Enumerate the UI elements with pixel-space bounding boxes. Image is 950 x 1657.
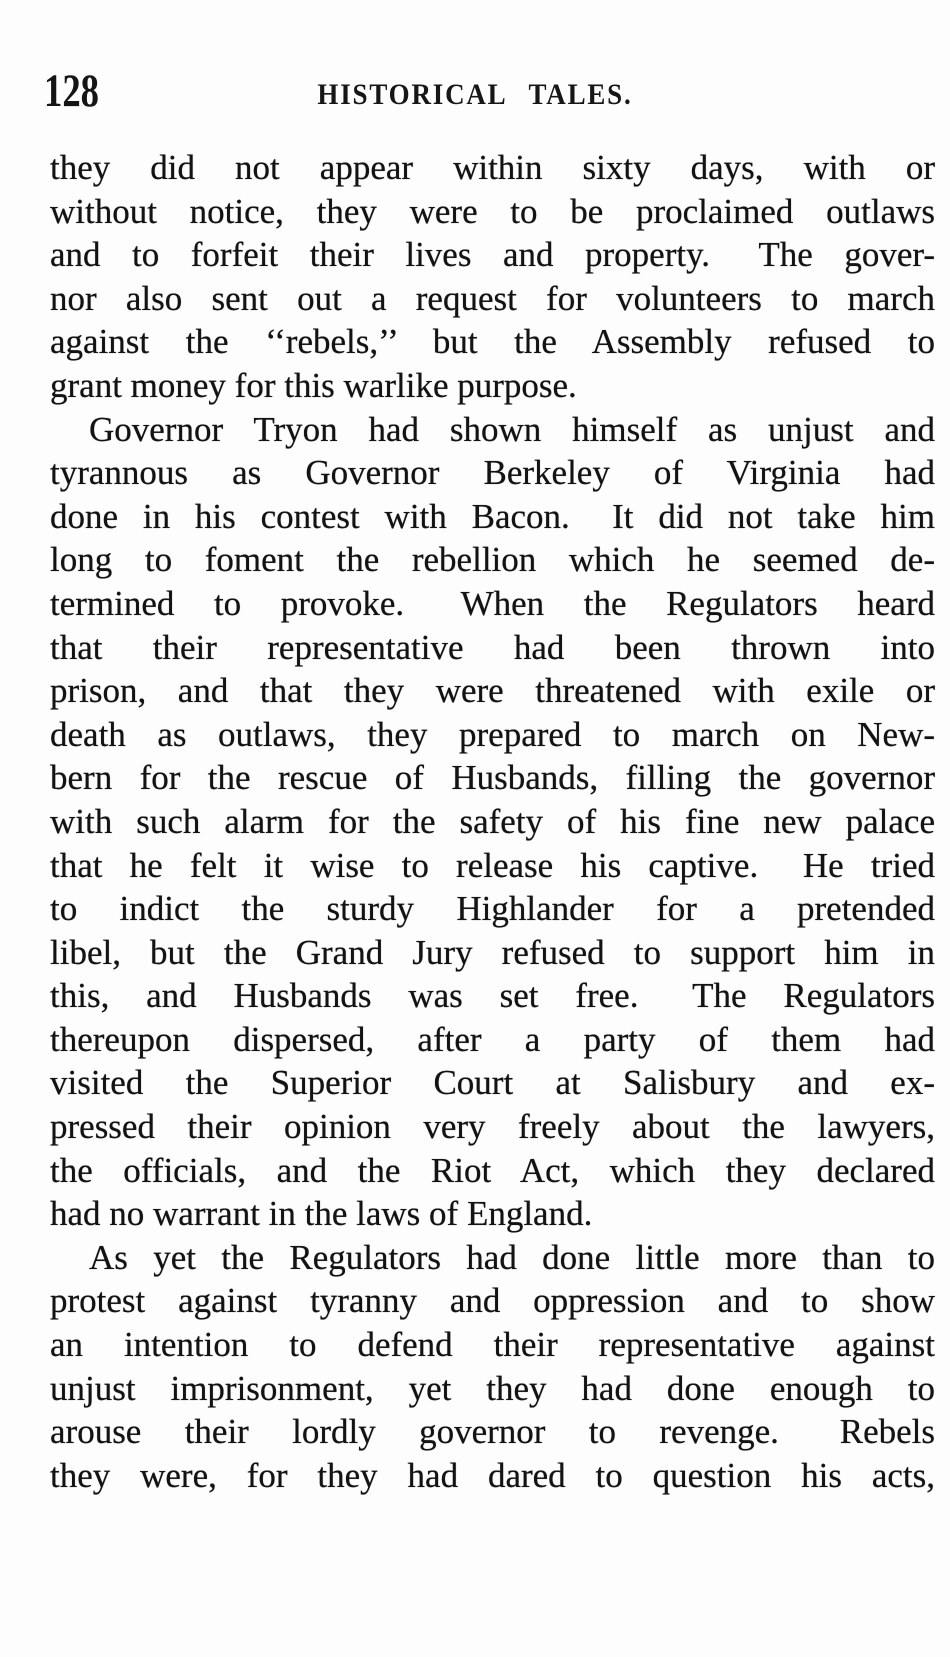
text-line: visited the Superior Court at Salisbury and ex- [50,1063,935,1103]
text-line: protest against tyranny and oppression and to show [50,1281,935,1321]
text-line: bern for the rescue of Husbands, filling the governor [50,758,935,798]
text-line: nor also sent out a request for volunteers to march [50,278,935,318]
text-line: that their representative had been thrown into [50,627,935,667]
text-line: death as outlaws, they prepared to march on New- [50,714,935,754]
text-line: As yet the Regulators had done little more than to [89,1237,935,1277]
text-line: long to foment the rebellion which he seemed de- [50,540,935,580]
text-line: they did not appear within sixty days, with or [50,148,935,187]
text-line: thereupon dispersed, after a party of them had [50,1019,935,1059]
text-line: without notice, they were to be proclaimed outlaws [50,191,935,231]
text-line: they were, for they had dared to question his acts, [50,1455,935,1495]
text-line: and to forfeit their lives and property. The gover- [50,235,935,275]
text-line: Governor Tryon had shown himself as unjust and [89,409,935,449]
text-line: unjust imprisonment, yet they had done enough to [50,1368,935,1408]
text-line: with such alarm for the safety of his fine new palace [50,801,935,841]
text-line: pressed their opinion very freely about the lawyers, [50,1107,935,1147]
text-line: arouse their lordly governor to revenge. Rebels [50,1412,935,1452]
text-line: against the ‘‘rebels,’’ but the Assembly refused to [50,322,935,362]
text-line: done in his contest with Bacon. It did not take him [50,496,935,536]
text-line: tyrannous as Governor Berkeley of Virginia had [50,453,935,493]
text-line: an intention to defend their representative against [50,1325,935,1365]
text-line: termined to provoke. When the Regulators heard [50,583,935,623]
text-line: grant money for this warlike purpose. [50,365,577,405]
text-line: this, and Husbands was set free. The Regulators [50,976,935,1016]
text-line: libel, but the Grand Jury refused to support him in [50,932,935,972]
text-body [50,146,935,1497]
text-line: prison, and that they were threatened with exile or [50,671,935,711]
text-line: to indict the sturdy Highlander for a pretended [50,889,935,929]
text-line: that he felt it wise to release his captive. He tried [50,845,935,885]
running-head: HISTORICAL TALES. [317,78,633,111]
text-line: had no warrant in the laws of England. [50,1194,593,1234]
text-line: the officials, and the Riot Act, which they declared [50,1150,935,1190]
page-number: 128 [44,65,99,117]
